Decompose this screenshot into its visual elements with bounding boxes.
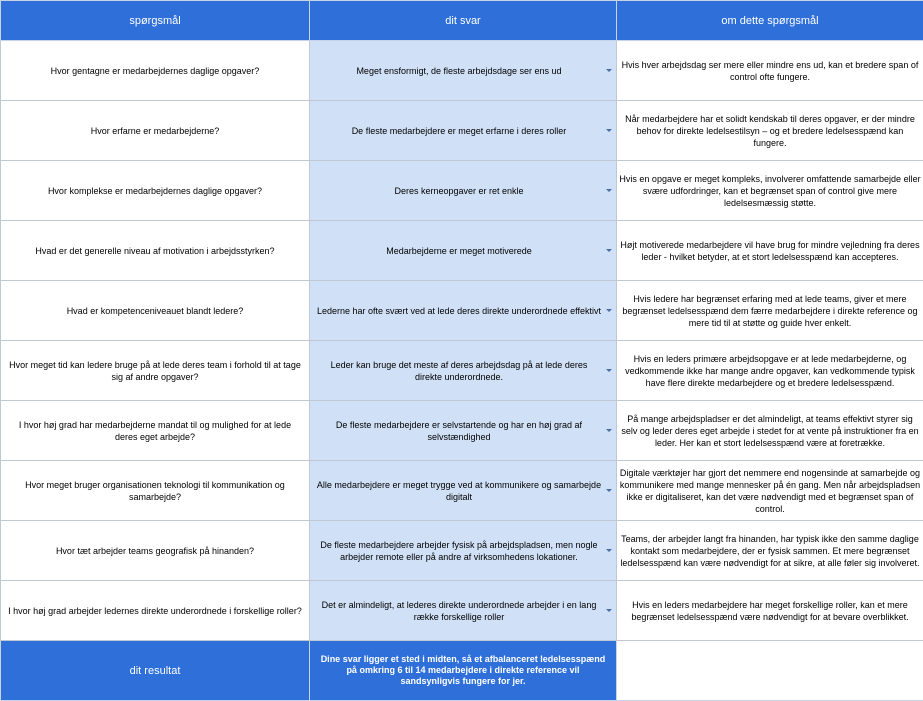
answer-value: Leder kan bruge det meste af deres arbejdsdag på at lede deres direkte underordnede.	[331, 360, 588, 382]
header-row	[1, 1, 923, 41]
chevron-down-icon[interactable]	[606, 429, 612, 432]
answer-value: Alle medarbejdere er meget trygge ved at kommunikere og samarbejde digitalt	[317, 480, 601, 502]
header-about: om dette spørgsmål	[617, 1, 923, 41]
answer-value: Lederne har ofte svært ved at lede deres direkte underordnede effektivt	[317, 306, 601, 316]
result-label: dit resultat	[1, 641, 310, 701]
about-text: Højt motiverede medarbejdere vil have brug for mindre vejledning fra deres leder - hvilket betyder, at et stort ledelsesspænd kan accepteres.	[617, 221, 923, 281]
table-row	[1, 281, 923, 341]
table-row	[1, 521, 923, 581]
table-row	[1, 221, 923, 281]
about-text: Digitale værktøjer har gjort det nemmere end nogensinde at samarbejde og kommunikere med mange mennesker på én gang. Men når arbejdspladsen ikke er digitaliseret, kan det være nødvendigt med et begrænset span of control.	[617, 461, 923, 521]
answer-value: De fleste medarbejdere er meget erfarne i deres roller	[352, 126, 567, 136]
answer-dropdown[interactable]	[310, 521, 617, 581]
table-row	[1, 581, 923, 641]
answer-value: De fleste medarbejdere arbejder fysisk på arbejdspladsen, men nogle arbejder remote eller på andre af virksomhedens lokationer.	[320, 540, 597, 562]
header-question: spørgsmål	[1, 1, 310, 41]
result-spacer	[617, 641, 923, 701]
answer-dropdown[interactable]	[310, 41, 617, 101]
table-row	[1, 341, 923, 401]
question-text: Hvor erfarne er medarbejderne?	[1, 101, 310, 161]
answer-dropdown[interactable]	[310, 581, 617, 641]
question-text: Hvad er det generelle niveau af motivation i arbejdsstyrken?	[1, 221, 310, 281]
chevron-down-icon[interactable]	[606, 69, 612, 72]
question-text: Hvad er kompetenceniveauet blandt ledere?	[1, 281, 310, 341]
question-text: I hvor høj grad arbejder ledernes direkte underordnede i forskellige roller?	[1, 581, 310, 641]
chevron-down-icon[interactable]	[606, 369, 612, 372]
chevron-down-icon[interactable]	[606, 489, 612, 492]
about-text: Hvis ledere har begrænset erfaring med at lede teams, giver et mere begrænset ledelsesspænd dem færre medarbejdere i direkte reference og mere tid til at støtte og guide hver enkelt.	[617, 281, 923, 341]
about-text: Hvis hver arbejdsdag ser mere eller mindre ens ud, kan et bredere span of control ofte fungere.	[617, 41, 923, 101]
answer-dropdown[interactable]	[310, 161, 617, 221]
answer-value: Medarbejderne er meget motiverede	[386, 246, 532, 256]
about-text: Hvis en leders primære arbejdsopgave er at lede medarbejderne, og vedkommende ikke har mange andre opgaver, kan vedkommende typisk have flere direkte medarbejdere og et bredere ledelsesspænd.	[617, 341, 923, 401]
question-text: Hvor gentagne er medarbejdernes daglige opgaver?	[1, 41, 310, 101]
chevron-down-icon[interactable]	[606, 249, 612, 252]
about-text: Hvis en leders medarbejdere har meget forskellige roller, kan et mere begrænset ledelsesspænd være nødvendigt for at bevare overblikket.	[617, 581, 923, 641]
chevron-down-icon[interactable]	[606, 189, 612, 192]
about-text: Teams, der arbejder langt fra hinanden, har typisk ikke den samme daglige kontakt som medarbejdere, der er fysisk sammen. Et mere begrænset ledelsesspænd kan være nødvendigt for at sikre, at alle føler sig involveret.	[617, 521, 923, 581]
question-text: Hvor tæt arbejder teams geografisk på hinanden?	[1, 521, 310, 581]
table-row	[1, 161, 923, 221]
about-text: Hvis en opgave er meget kompleks, involverer omfattende samarbejde eller svære udfordringer, kan et begrænset span of control give mere ledelsesmæssig støtte.	[617, 161, 923, 221]
chevron-down-icon[interactable]	[606, 129, 612, 132]
answer-dropdown[interactable]	[310, 341, 617, 401]
chevron-down-icon[interactable]	[606, 309, 612, 312]
result-row	[1, 641, 923, 701]
result-text: Dine svar ligger et sted i midten, så et afbalanceret ledelsesspænd på omkring 6 til 14 medarbejdere i direkte reference vil sandsynligvis fungere for jer.	[310, 641, 617, 701]
chevron-down-icon[interactable]	[606, 609, 612, 612]
answer-dropdown[interactable]	[310, 221, 617, 281]
question-text: Hvor meget tid kan ledere bruge på at lede deres team i forhold til at tage sig af andre opgaver?	[1, 341, 310, 401]
answer-dropdown[interactable]	[310, 101, 617, 161]
answer-dropdown[interactable]	[310, 281, 617, 341]
about-text: Når medarbejdere har et solidt kendskab til deres opgaver, er der mindre behov for direkte ledelsestilsyn – og et bredere ledelsesspænd kan fungere.	[617, 101, 923, 161]
table-row	[1, 401, 923, 461]
about-text: På mange arbejdspladser er det almindeligt, at teams effektivt styrer sig selv og leder deres eget arbejde i stedet for at vente på instruktioner fra en leder. Her kan et stort ledelsesspænd være at foretrække.	[617, 401, 923, 461]
answer-value: Det er almindeligt, at lederes direkte underordnede arbejder i en lang række forskellige roller	[322, 600, 597, 622]
question-text: Hvor meget bruger organisationen teknologi til kommunikation og samarbejde?	[1, 461, 310, 521]
chevron-down-icon[interactable]	[606, 549, 612, 552]
table-row	[1, 101, 923, 161]
answer-value: De fleste medarbejdere er selvstartende og har en høj grad af selvstændighed	[336, 420, 582, 442]
table-row	[1, 41, 923, 101]
answer-dropdown[interactable]	[310, 461, 617, 521]
answer-value: Deres kerneopgaver er ret enkle	[394, 186, 523, 196]
question-text: I hvor høj grad har medarbejderne mandat til og mulighed for at lede deres eget arbejde?	[1, 401, 310, 461]
header-answer: dit svar	[310, 1, 617, 41]
table-row	[1, 461, 923, 521]
answer-value: Meget ensformigt, de fleste arbejdsdage ser ens ud	[356, 66, 561, 76]
answer-dropdown[interactable]	[310, 401, 617, 461]
question-text: Hvor komplekse er medarbejdernes daglige opgaver?	[1, 161, 310, 221]
